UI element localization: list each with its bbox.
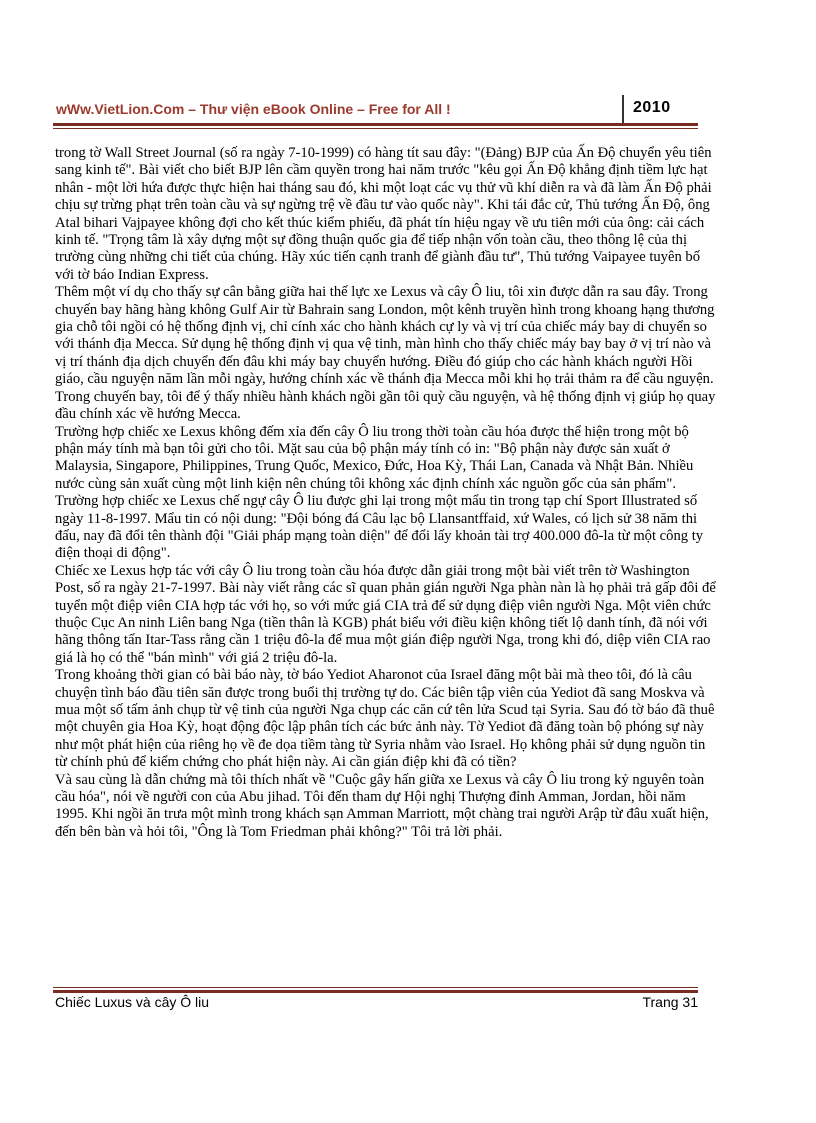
footer-rule-thick (53, 990, 698, 993)
footer-book-title: Chiếc Luxus và cây Ô liu (55, 994, 210, 1010)
paragraph: Trường hợp chiếc xe Lexus không đếm xỉa đến cây Ô liu trong thời toàn cầu hóa được thể hiện trong một bộ phận máy tính mà bạn tôi gửi cho tôi. Mặt sau của bộ phận máy tính có in: "Bộ phận này được sản xuất ở Malaysia, Singapore, Philippines, Trung Quốc, Mexico, Đức, Hoa Kỳ, Thái Lan, Canada và Nhật Bản. Nhiều nước cùng sản xuất cùng một linh kiện nên chúng tôi không xác định chính xác nguồn gốc của sản phẩm". (55, 423, 694, 492)
header-rule-thick (53, 123, 698, 126)
header-year: 2010 (633, 99, 671, 116)
header-title: wWw.VietLion.Com – Thư viện eBook Online – Free for All ! (56, 101, 451, 117)
footer-page-number: Trang 31 (642, 994, 698, 1010)
paragraph: Và sau cùng là dẫn chứng mà tôi thích nhất về "Cuộc gây hấn giữa xe Lexus và cây Ô liu trong kỷ nguyên toàn cầu hóa", nói về người con của Abu jihad. Tôi đến tham dự Hội nghị Thượng đỉnh Amman, Jordan, hồi năm 1995. Khi ngồi ăn trưa một mình trong khách sạn Amman Marriott, một chàng trai người Arập từ đâu xuất hiện, đến bên bàn và hỏi tôi, "Ông là Tom Friedman phải không?" Tôi trả lời phải. (55, 771, 709, 840)
paragraph: Thêm một ví dụ cho thấy sự cân bằng giữa hai thế lực xe Lexus và cây Ô liu, tôi xin được dẫn ra sau đây. Trong chuyến bay hãng hàng không Gulf Air từ Bahrain sang London, một kênh truyền hình trong khoang hạng thương gia chỗ tôi ngồi có hệ thống định vị, chỉ cính xác cho hành khách cự ly và vị trí của chiếc máy bay di chuyển so với thánh địa Mecca. Sử dụng hệ thống định vị qua vệ tinh, màn hình cho thấy chiếc máy bay bay ở vị trí nào và vị trí thánh địa dịch chuyển đến đâu khi máy bay chuyển hướng. Điều đó giúp cho các hành khách người Hồi giáo, cầu nguyện năm lần mỗi ngày, hướng chính xác về thánh địa Mecca mỗi khi họ trải thảm ra để cầu nguyện. Trong chuyến bay, tôi để ý thấy nhiều hành khách ngồi gần tôi quỳ cầu nguyện, và hệ thống định vị giúp họ quay đầu chính xác về hướng Mecca. (55, 284, 716, 423)
body-text (55, 145, 720, 841)
page-header (53, 95, 698, 127)
paragraph: trong tờ Wall Street Journal (số ra ngày 7-10-1999) có hàng tít sau đây: "(Đảng) BJP của Ấn Độ chuyển yêu tiên sang kinh tế". Bài viết cho biết BJP lên cầm quyền trong hai năm trước "kêu gọi Ấn Độ khẳng định tiềm lực hạt nhân - một lời hứa được thực hiện hai tháng sau đó, khi một loạt các vụ thử vũ khí diễn ra và đã làm Ấn Độ phải chịu sự trừng phạt trên toàn cầu và sự ngừng trệ về đầu tư vào quốc này". Khi tái đắc cử, Thủ tướng Ấn Độ, ông Atal bihari Vajpayee không đợi cho kết thúc kiểm phiếu, đã phát tín hiệu ngay về ưu tiên mới của ông: cải cách kinh tế. "Trọng tâm là xây dựng một sự đồng thuận quốc gia để tiếp nhận vốn toàn cầu, theo thông lệ của thị trường cùng những chi tiết của chúng. Hãy xúc tiến cạnh tranh để giành đầu tư", Thủ tướng Vaipayee tuyên bố với tờ báo Indian Express. (55, 145, 712, 283)
header-rule-thin (53, 128, 698, 129)
footer-rule-thin (53, 987, 698, 988)
paragraph: Trường hợp chiếc xe Lexus chế ngự cây Ô liu được ghi lại trong một mẩu tin trong tạp chí Sport Illustrated số ngày 11-8-1997. Mẩu tin có nội dung: "Đội bóng đá Câu lạc bộ Llansantffaid, xứ Wales, có lịch sử 38 năm thi đấu, nay đã đổi tên thành đội "Giải pháp mạng toàn diện" để đổi lấy khoản tài trợ 400.000 đô-la từ một công ty điện thoại di động". (55, 493, 704, 562)
paragraph: Chiếc xe Lexus hợp tác với cây Ô liu trong toàn cầu hóa được dẫn giải trong một bài viết trên tờ Washington Post, số ra ngày 21-7-1997. Bài này viết rằng các sĩ quan phản gián người Nga phàn nàn là họ phải trả gấp đôi để tuyển một điệp viên CIA hợp tác với họ, so với mức giá CIA trả để sử dụng điệp viên người Nga. Một viên chức thuộc Cục An ninh Liên bang Nga (tiền thân là KGB) phát biểu với điều kiện không tiết lộ danh tính, đã nói với hãng thông tấn Itar-Tass rằng cần 1 triệu đô-la để mua một gián điệp người Nga, trong khi đó, diệp viên CIA rao giá là họ có thể "bán mình" với giá 2 triệu đô-la. (55, 562, 716, 666)
header-separator (622, 95, 624, 125)
paragraph: Trong khoảng thời gian có bài báo này, tờ báo Yediot Aharonot của Israel đăng một bài mà theo tôi, đó là câu chuyện tình báo đầu tiên săn được trong buổi thị trường tự do. Các biên tập viên của Yediot đã sang Moskva và mua một số tấm ảnh chụp từ vệ tinh của người Nga chụp các căn cứ tên lửa Scud tại Syria. Sau đó tờ báo đã thuê một chuyên gia Hoa Kỳ, hoạt động độc lập phân tích các bức ảnh này. Tờ Yediot đã đăng toàn bộ phóng sự này như một phát hiện của riêng họ về đe dọa tiềm tàng từ Syria nhằm vào Israel. Họ không phải sử dụng nguồn tin từ chính phủ để kiểm chứng cho phát hiện này. Ai cần gián điệp khi đã có tiền? (55, 667, 715, 771)
